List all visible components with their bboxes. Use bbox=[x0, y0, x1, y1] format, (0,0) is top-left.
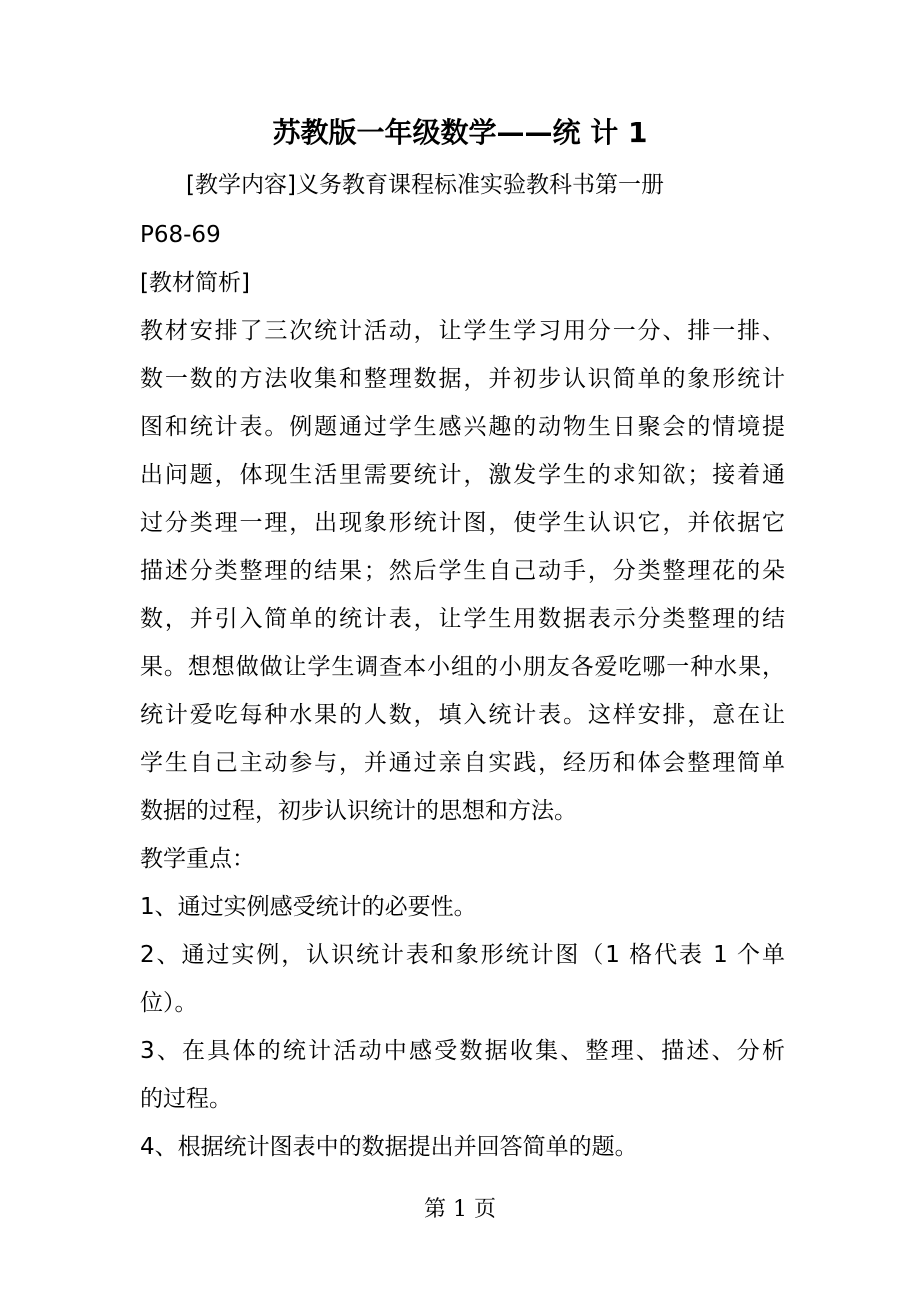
key-point-line: 的过程。 bbox=[140, 1086, 232, 1112]
paragraph-line: 学生自己主动参与，并通过亲自实践，经历和体会整理简单 bbox=[140, 750, 785, 776]
key-point-line: 4、根据统计图表中的数据提出并回答简单的题。 bbox=[140, 1134, 638, 1160]
paragraph-line: 出问题，体现生活里需要统计，激发学生的求知欲；接着通 bbox=[140, 462, 785, 488]
analysis-heading: [教材简析] bbox=[140, 270, 250, 296]
paragraph-line: 图和统计表。例题通过学生感兴趣的动物生日聚会的情境提 bbox=[140, 414, 785, 440]
paragraph-line: 数一数的方法收集和整理数据，并初步认识简单的象形统计 bbox=[140, 366, 785, 392]
teaching-content-line: [教学内容]义务教育课程标准实验教科书第一册 bbox=[186, 172, 664, 198]
page-number: 第 1 页 bbox=[424, 1197, 496, 1222]
paragraph-line: 数，并引入简单的统计表，让学生用数据表示分类整理的结 bbox=[140, 606, 785, 632]
paragraph-line: 果。想想做做让学生调查本小组的小朋友各爱吃哪一种水果， bbox=[140, 654, 785, 680]
key-point-line: 位）。 bbox=[140, 990, 198, 1016]
key-point-line: 1、通过实例感受统计的必要性。 bbox=[140, 894, 477, 920]
paragraph-line: 教材安排了三次统计活动，让学生学习用分一分、排一排、 bbox=[140, 318, 785, 344]
paragraph-line: 过分类理一理，出现象形统计图，使学生认识它，并依据它 bbox=[140, 510, 785, 536]
key-point-line: 3、在具体的统计活动中感受数据收集、整理、描述、分析 bbox=[140, 1038, 785, 1064]
page-reference: P68-69 bbox=[140, 222, 221, 248]
key-points-heading: 教学重点： bbox=[140, 846, 255, 872]
key-point-line: 2、通过实例，认识统计表和象形统计图（1 格代表 1 个单 bbox=[140, 942, 785, 968]
document-body bbox=[140, 161, 785, 1171]
paragraph-line: 统计爱吃每种水果的人数，填入统计表。这样安排，意在让 bbox=[140, 702, 785, 728]
document-title: 苏教版一年级数学——统 计 1 bbox=[272, 116, 648, 149]
paragraph-line: 数据的过程，初步认识统计的思想和方法。 bbox=[140, 798, 577, 824]
paragraph-line: 描述分类整理的结果；然后学生自己动手，分类整理花的朵 bbox=[140, 558, 785, 584]
